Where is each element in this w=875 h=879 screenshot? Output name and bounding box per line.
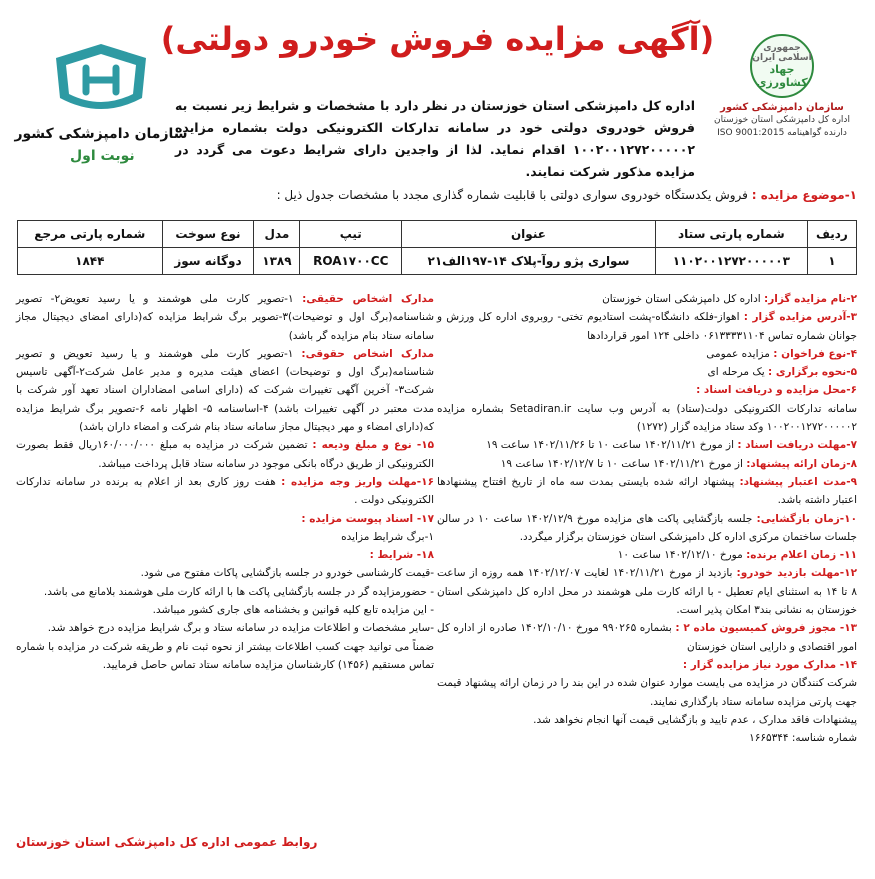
- clause-text: هفت روز کاری بعد از اعلام به برنده در سامانه تدارکات الکترونیکی دولت .: [16, 475, 434, 507]
- table-cell: سواری پژو روآ-پلاک ۱۴-۱۹۷الف۲۱: [402, 248, 656, 275]
- clause-label: ۷-مهلت دریافت اسناد :: [737, 439, 857, 452]
- clause-text: اداره کل دامپزشکی استان خوزستان: [602, 293, 764, 305]
- clause-item: [437, 345, 857, 363]
- clause-label: ۱۱- زمان اعلام برنده:: [746, 549, 857, 562]
- table-body: [18, 248, 857, 275]
- vet-org-name: سازمان دامپزشکی کشور: [14, 126, 188, 142]
- badge-mark: جمهوری اسلامی ایران: [752, 43, 812, 63]
- clause-item: [437, 656, 857, 674]
- clause-label: ۴-نوع فراخوان :: [773, 347, 857, 360]
- clause-text: شرکت کنندگان در مزایده می بایست موارد عنوان شده در این بند را در زمان ارائه پیشنهاد قیمت جهت پارتی مزایده سامانه ستاد بارگذاری نمایند.: [437, 677, 857, 708]
- clause-text: - این مزایده تابع کلیه قوانین و بخشنامه های جاری کشور میباشد.: [152, 604, 434, 617]
- table-cell: ROA۱۷۰۰CC: [300, 248, 402, 275]
- clause-item: [437, 436, 857, 454]
- left-column: [16, 290, 434, 674]
- right-column: [437, 290, 857, 747]
- badge-line1: جهاد: [769, 63, 795, 76]
- table-cell: ۱۱۰۲۰۰۱۲۷۲۰۰۰۰۰۳: [655, 248, 807, 275]
- clause-item: [437, 290, 857, 308]
- clause-item: [437, 400, 857, 437]
- table-row: [18, 248, 857, 275]
- clause-item: [437, 564, 857, 619]
- clause-label: ۳-آدرس مزایده گزار :: [743, 311, 858, 324]
- clause-label: ۱۳- مجوز فروش کمیسیون ماده ۲ :: [675, 622, 858, 635]
- clause-item: [437, 455, 857, 473]
- subject-line: [17, 185, 857, 205]
- vehicle-table: [17, 220, 857, 275]
- clause-text: مورخ ۱۴۰۲/۱۲/۱۰ ساعت ۱۰: [617, 549, 747, 562]
- clause-text: شماره شناسه: ۱۶۶۵۳۴۴: [749, 732, 857, 745]
- clause-text: پیشنهادات فاقد مدارک ، عدم تایید و بازگشایی قیمت آنها انجام نخواهد شد.: [533, 713, 857, 726]
- clause-item: [16, 290, 434, 345]
- clause-label: ۱۲-مهلت بازدید خودرو:: [736, 567, 857, 580]
- clause-item: [437, 381, 857, 399]
- clause-item: [437, 674, 857, 711]
- table-cell: دوگانه سوز: [162, 248, 254, 275]
- vet-shield-icon: [14, 40, 188, 150]
- clause-item: [437, 619, 857, 656]
- vet-org-logo: [14, 40, 188, 160]
- clause-label: ۲-نام مزایده گزار:: [764, 293, 857, 305]
- clause-text: ۱-برگ شرایط مزایده: [341, 530, 434, 543]
- clause-text: یک مرحله ای: [707, 366, 769, 379]
- clause-text: بازدید از مورخ ۱۴۰۲/۱۱/۲۱ لغایت ۱۴۰۲/۱۲/۰۷ همه روزه از ساعت ۸ تا ۱۴ به استثنای ایام تعطیل - با ارائه کارت ملی هوشمند در محل اداره کل دامپزشکی استان خوزستان به نشانی بند۳ امکان پذیر است.: [437, 567, 857, 617]
- clause-item: [437, 473, 857, 510]
- clause-text: بشماره ۹۹۰۲۶۵ مورخ ۱۴۰۲/۱۰/۱۰ صادره از اداره کل امور اقتصادی و دارایی استان خوزستان: [437, 622, 857, 653]
- clause-item: [437, 729, 857, 747]
- iso-label: ISO 9001:2015 دارنده گواهینامه: [717, 128, 847, 138]
- clause-item: [16, 510, 434, 528]
- clause-text: از مورخ ۱۴۰۲/۱۱/۲۱ ساعت ۱۰ تا ۱۴۰۲/۱۱/۲۶ ساعت ۱۹: [486, 439, 738, 452]
- clause-label: ۸-زمان ارائه پیشنهاد:: [746, 457, 857, 470]
- table-header-row: [18, 221, 857, 248]
- clause-label: ۹-مدت اعتبار پیشنهاد:: [739, 475, 857, 488]
- clause-text: ۱-تصویر کارت ملی هوشمند و یا رسید تعویض و تصویر شناسنامه(برگ اول و توضیحات) اعضای هیئت مدیره و مدیر عامل شرکت۲-آگهی تاسیس شرکت۳- آخرین آگهی تغییرات شرکت که (دارای اسامی امضاداران اسناد تعهد آور شرکت با مدت معتبر در آگهی تغییرات باشد) ۴-اساسنامه ۵- اظهار نامه ۶-تصویر برگ شرایط مزایده که(دارای امضاء و مهر دیجیتال مجاز سامانه ستاد بنام شرکت و امضاء داران باشد): [16, 347, 434, 434]
- clause-text: ۱-تصویر کارت ملی هوشمند و یا رسید تعویض۲- تصویر شناسنامه(برگ اول و توضیحات)۳-تصویر برگ شرایط مزایده که(دارای امضای دیجیتال مجاز سامانه ستاد بنام مزایده گر باشد): [16, 293, 434, 342]
- clause-text: جلسه بازگشایی پاکت های مزایده مورخ ۱۴۰۲/۱۲/۹ ساعت ۱۰ در سالن جلسات ساختمان مرکزی اداره کل دامپزشکی استان خوزستان برگزار میگردد.: [437, 512, 857, 543]
- badge-line2: کشاورزی: [756, 76, 808, 89]
- clause-text: - حضورمزایده گر در جلسه بازگشایی پاکت ها با ارائه کارت ملی هوشمند بلامانع می باشد.: [43, 585, 434, 598]
- table-header-cell: نوع سوخت: [162, 221, 254, 248]
- subject-text: فروش یکدستگاه خودروی سواری دولتی با قابلیت شماره گذاری مجدد با مشخصات جدول ذیل :: [276, 188, 748, 202]
- clause-item: [16, 473, 434, 510]
- clause-item: [437, 308, 857, 345]
- table-cell: ۱: [807, 248, 856, 275]
- table-header-cell: عنوان: [402, 221, 656, 248]
- clause-item: [437, 546, 857, 564]
- table-header-cell: شماره پارتی ستاد: [655, 221, 807, 248]
- table-header-cell: تیپ: [300, 221, 402, 248]
- clause-text: مزایده عمومی: [706, 347, 774, 360]
- clause-item: [437, 363, 857, 381]
- clause-item: [16, 564, 434, 582]
- clause-text: اهواز-فلکه دانشگاه-پشت استادیوم تختی- روبروی اداره کل ورزش و جوانان شماره تماس ۰۶۱۳۳۳۳۱۱۰۴ داخلی ۱۲۴ امور قراردادها: [437, 311, 857, 342]
- jahad-badge-icon: [750, 34, 814, 98]
- clause-item: [16, 638, 434, 675]
- table-header-cell: مدل: [254, 221, 300, 248]
- ad-title: (آگهی مزایده فروش خودرو دولتی): [160, 20, 715, 58]
- clause-text: سامانه تدارکات الکترونیکی دولت(ستاد) به آدرس وب سایت Setadiran.ir بشماره مزایده ۱۰۰۲۰۰۱۲۷۲۰۰۰۰۰۲ وکد ستاد مزایده گزار (۱۲۷۲): [437, 402, 857, 434]
- clause-item: [16, 528, 434, 546]
- clause-label: ۵-نحوه برگزاری :: [768, 366, 857, 379]
- clause-text: -قیمت کارشناسی خودرو در جلسه بازگشایی پاکات مفتوح می شود.: [140, 567, 434, 580]
- subject-label: ۱-موضوع مزایده :: [751, 188, 857, 202]
- clause-text: تضمین شرکت در مزایده به مبلغ ۱۶۰/۰۰۰/۰۰۰ریال فقط بصورت الکترونیکی از طریق درگاه بانکی موجود در سامانه ستاد قابل پرداخت میباشد.: [16, 439, 434, 470]
- notice-number: نوبت اول: [70, 148, 135, 164]
- clause-item: [437, 711, 857, 729]
- org-name-2: اداره کل دامپزشکی استان خوزستان: [714, 115, 850, 125]
- clause-label: ۱۸- شرایط :: [369, 549, 434, 562]
- clause-text: پیشنهاد ارائه شده بایستی بمدت سه ماه از تاریخ افتتاح پیشنهادها اعتبار داشته باشد.: [437, 475, 857, 507]
- table-cell: ۱۳۸۹: [254, 248, 300, 275]
- clause-item: [16, 345, 434, 436]
- clause-label: ۶-محل مزایده و دریافت اسناد :: [696, 384, 857, 397]
- table-header-cell: شماره پارتی مرجع: [18, 221, 163, 248]
- clause-item: [16, 601, 434, 619]
- clause-text: -سایر مشخصات و اطلاعات مزایده در سامانه ستاد و برگ شرایط مزایده درج خواهد شد.: [47, 622, 434, 635]
- table-cell: ۱۸۴۴: [18, 248, 163, 275]
- clause-label: ۱۷- اسناد پیوست مزایده :: [301, 512, 434, 525]
- org-name-1: سازمان دامپزشکی کشور: [720, 102, 844, 113]
- table-header-cell: ردیف: [807, 221, 856, 248]
- clause-text: ضمناً می توانید جهت کسب اطلاعات بیشتر از نحوه ثبت نام و طریقه شرکت در مزایده با شماره تماس مستقیم (۱۴۵۶) کارشناسان مزایده سامانه ستاد تماس حاصل فرمایید.: [16, 640, 434, 671]
- clause-item: [16, 546, 434, 564]
- clause-label: ۱۶-مهلت واریز وجه مزایده :: [281, 475, 434, 488]
- clause-item: [16, 583, 434, 601]
- intro-text: اداره کل دامپزشکی استان خوزستان در نظر دارد با مشخصات و شرایط زیر نسبت به فروش خودروی دولتی خود در سامانه تدارکات الکترونیکی دولت بشماره مزایده ۱۰۰۲۰۰۱۲۷۲۰۰۰۰۰۲ اقدام نماید. لذا از واجدین دارای شرایط دعوت می گردد در مزایده مذکور شرکت نمایند.: [175, 98, 695, 179]
- clause-label: مدارک اشخاص حقیقی:: [302, 293, 435, 305]
- clause-item: [16, 436, 434, 473]
- clause-item: [16, 619, 434, 637]
- clause-item: [437, 510, 857, 547]
- org-logo-right: [707, 34, 857, 138]
- clause-text: از مورخ ۱۴۰۲/۱۱/۲۱ ساعت ۱۰ تا ۱۴۰۲/۱۲/۷ ساعت ۱۹: [500, 457, 747, 470]
- footer-credit: روابط عمومی اداره کل دامپزشکی استان خوزستان: [16, 835, 318, 849]
- clause-label: ۱۵- نوع و مبلغ ودیعه :: [312, 439, 435, 452]
- clause-label: مدارک اشخاص حقوقی:: [301, 347, 434, 360]
- clause-label: ۱۴- مدارک مورد نیاز مزایده گزار :: [682, 658, 857, 671]
- clause-label: ۱۰-زمان بازگشایی:: [756, 512, 857, 525]
